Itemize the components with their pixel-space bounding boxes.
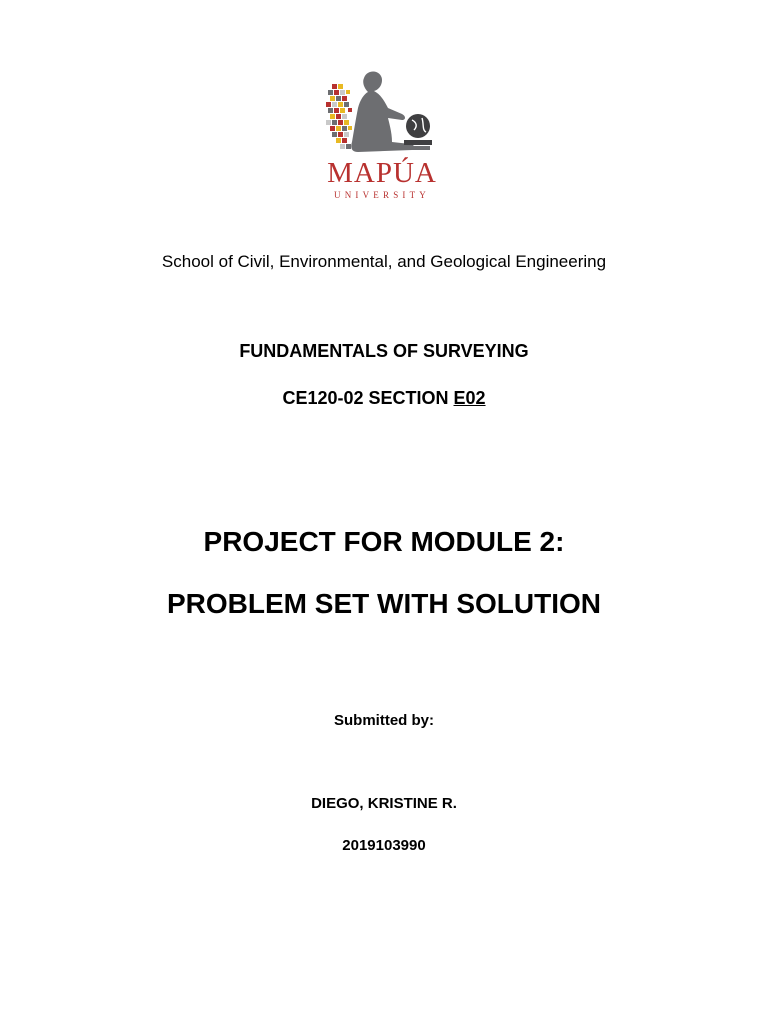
- student-name: DIEGO, KRISTINE R.: [311, 795, 457, 812]
- project-title-line-1: PROJECT FOR MODULE 2:: [203, 526, 565, 557]
- school-name: School of Civil, Environmental, and Geological Engineering: [161, 252, 607, 271]
- university-logo: [318, 64, 446, 204]
- student-id: 2019103990: [342, 837, 426, 854]
- logo-wordmark: MAPÚA: [327, 157, 437, 189]
- section-line: [0, 388, 768, 409]
- section-prefix: CE120-02 SECTION: [282, 388, 454, 408]
- pixel-mosaic: [326, 84, 352, 149]
- books-icon: [404, 140, 432, 145]
- logo-sub-wordmark: UNIVERSITY: [334, 190, 430, 200]
- course-title: FUNDAMENTALS OF SURVEYING: [239, 341, 529, 361]
- figure-silhouette: [351, 71, 414, 152]
- section-code: E02: [453, 388, 486, 408]
- submitted-by-label: Submitted by:: [334, 712, 434, 729]
- globe-icon: [406, 114, 430, 138]
- project-title-line-2: PROBLEM SET WITH SOLUTION: [167, 588, 601, 619]
